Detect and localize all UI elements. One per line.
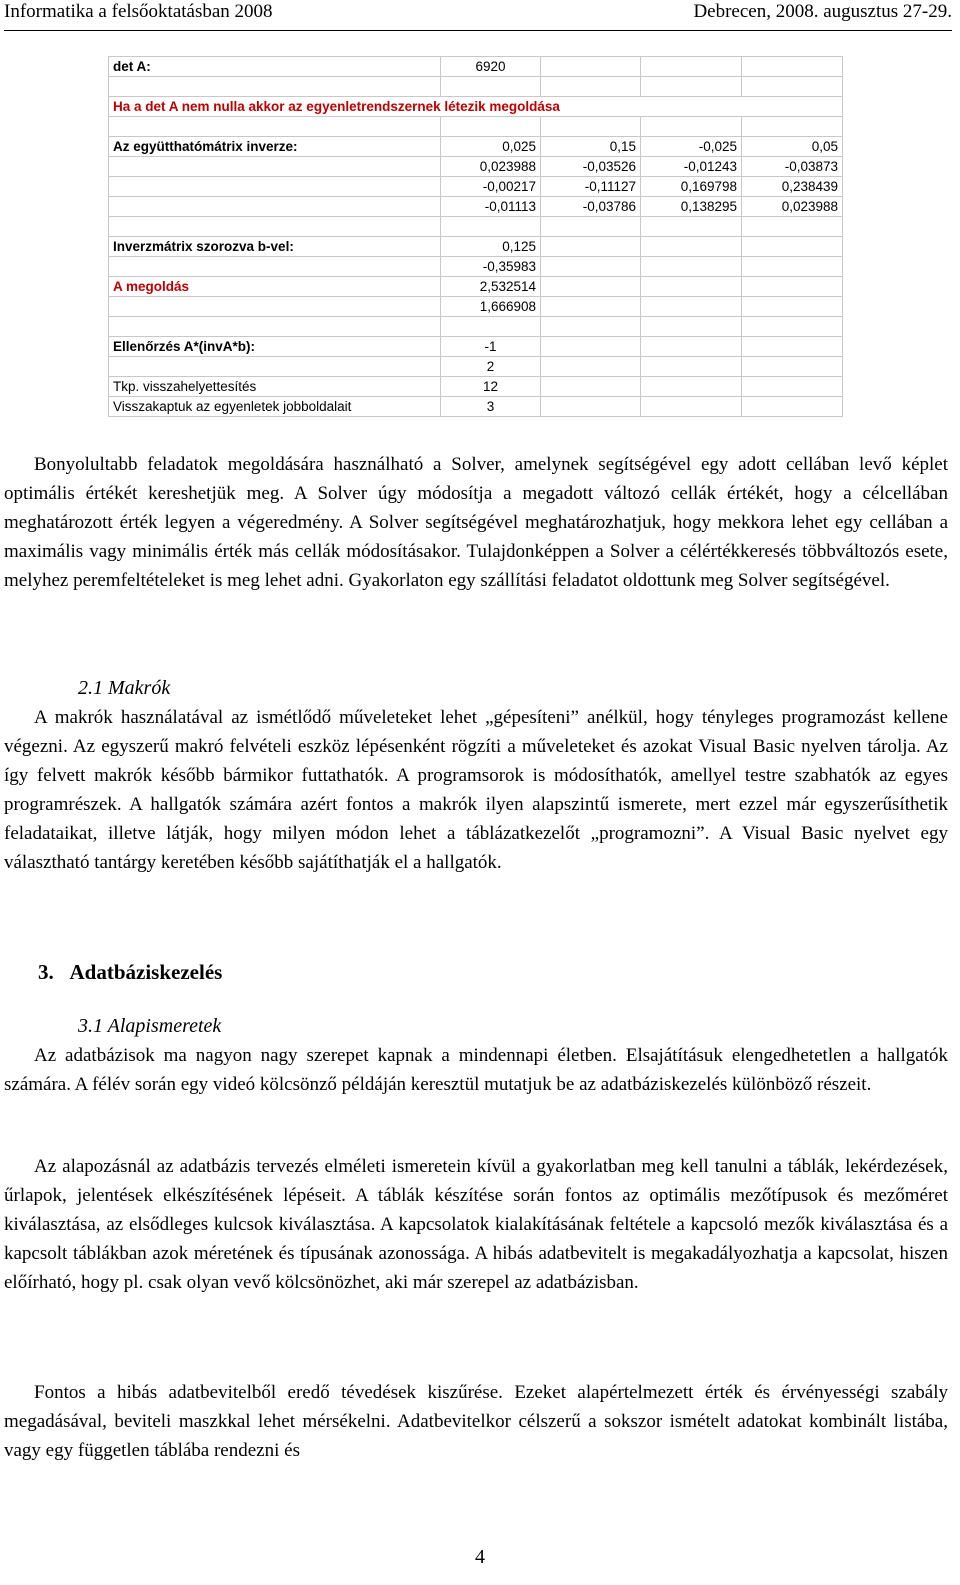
table-row bbox=[109, 277, 843, 297]
inverse-cell: -0,025 bbox=[641, 137, 742, 157]
product-label: Inverzmátrix szorozva b-vel: bbox=[109, 237, 441, 257]
det-note: Ha a det A nem nulla akkor az egyenletrendszernek létezik megoldása bbox=[109, 97, 843, 117]
spreadsheet-table bbox=[108, 56, 843, 417]
inverse-cell: -0,11127 bbox=[541, 177, 641, 197]
section-basics bbox=[4, 1012, 948, 1099]
table-row bbox=[109, 357, 843, 377]
inverse-cell: 0,025 bbox=[441, 137, 541, 157]
inverse-cell: -0,03873 bbox=[742, 157, 843, 177]
section-macros bbox=[4, 674, 948, 877]
inverse-cell: 0,023988 bbox=[742, 197, 843, 217]
section-database bbox=[4, 958, 948, 987]
table-row bbox=[109, 137, 843, 157]
table-row bbox=[109, 257, 843, 277]
inverse-cell: -0,03786 bbox=[541, 197, 641, 217]
table-row bbox=[109, 237, 843, 257]
header-left: Informatika a felsőoktatásban 2008 bbox=[4, 1, 273, 22]
paragraph-makrok: A makrók használatával az ismétlődő műveleteket lehet „gépesíteni” anélkül, hogy tényleges programozást kellene végezni. Az egyszerű makró felvételi eszköz lépésenként rögzíti a műveleteket és azokat Visual Basic nyelven tárolja. Az így felvett makrók később bármikor futtathatók. A programsorok is módosíthatók, amellyel testre szabhatók az egyes programrészek. A hallgatók számára azért fontos a makrók ilyen alapszintű ismerete, mert ezzel már egyszerűsíthetik feladataikat, illetve látják, hogy milyen módon lehet a táblázatkezelőt „programozni”. A Visual Basic nyelvet egy választható tantárgy keretében később sajátíthatják el a hallgatók. bbox=[4, 707, 948, 873]
check-cell: 3 bbox=[441, 397, 541, 417]
inverse-cell: -0,00217 bbox=[441, 177, 541, 197]
heading-adatbazis: 3. Adatbáziskezelés bbox=[38, 960, 223, 984]
inverse-cell: 0,023988 bbox=[441, 157, 541, 177]
heading-alapismeretek: 3.1 Alapismeretek bbox=[78, 1015, 222, 1037]
det-label: det A: bbox=[109, 57, 441, 77]
inverse-cell: -0,01243 bbox=[641, 157, 742, 177]
solution-cell: 0,125 bbox=[441, 237, 541, 257]
table-row bbox=[109, 157, 843, 177]
check-line3: Visszakaptuk az egyenletek jobboldalait bbox=[109, 397, 441, 417]
table-row bbox=[109, 57, 843, 77]
paragraph-alap1: Az adatbázisok ma nagyon nagy szerepet kapnak a mindennapi életben. Elsajátításuk elengedhetetlen a hallgatók számára. A félév során egy videó kölcsönző példáján keresztül mutatjuk be az adatbáziskezelés különböző részeit. bbox=[4, 1045, 948, 1095]
solution-label: A megoldás bbox=[109, 277, 441, 297]
inverse-cell: -0,01113 bbox=[441, 197, 541, 217]
solution-cell: -0,35983 bbox=[441, 257, 541, 277]
page-header bbox=[4, 0, 952, 31]
paragraph-alap3: Fontos a hibás adatbevitelből eredő tévedések kiszűrése. Ezeket alapértelmezett érték és érvényességi szabály megadásával, beviteli maszkkal lehet mérsékelni. Adatbevitelkor célszerű a sokszor ismételt adatokat kombinált listába, vagy egy független táblába rendezni és bbox=[4, 1382, 948, 1461]
header-right: Debrecen, 2008. augusztus 27-29. bbox=[693, 1, 952, 22]
table-row bbox=[109, 297, 843, 317]
page-number: 4 bbox=[475, 1546, 485, 1568]
check-cell: 12 bbox=[441, 377, 541, 397]
det-value: 6920 bbox=[441, 57, 541, 77]
body-text-2 bbox=[4, 1152, 948, 1297]
inverse-cell: 0,05 bbox=[742, 137, 843, 157]
table-row bbox=[109, 177, 843, 197]
inverse-label: Az együtthatómátrix inverze: bbox=[109, 137, 441, 157]
check-label: Ellenőrzés A*(invA*b): bbox=[109, 337, 441, 357]
check-cell: 2 bbox=[441, 357, 541, 377]
check-line2: Tkp. visszahelyettesítés bbox=[109, 377, 441, 397]
inverse-cell: 0,169798 bbox=[641, 177, 742, 197]
table-row bbox=[109, 397, 843, 417]
table-row bbox=[109, 337, 843, 357]
solution-cell: 2,532514 bbox=[441, 277, 541, 297]
check-cell: -1 bbox=[441, 337, 541, 357]
heading-makrok: 2.1 Makrók bbox=[78, 677, 171, 699]
table-row bbox=[109, 97, 843, 117]
inverse-cell: 0,138295 bbox=[641, 197, 742, 217]
paragraph-alap2: Az alapozásnál az adatbázis tervezés elméleti ismeretein kívül a gyakorlatban meg kell tanulni a táblák, lekérdezések, űrlapok, jelentések elkészítésének lépéseit. A táblák készítése során fontos az optimális mezőtípusok és mezőméret kiválasztása, az elsődleges kulcsok kiválasztása. A kapcsolatok kialakításának feltétele a kapcsoló mezők kiválasztása és a kapcsolt táblákban azok méretének és típusának azonossága. A hibás adatbevitelt is megakadályozhatja a kapcsolat, hiszen előírható, hogy pl. csak olyan vevő kölcsönözhet, aki már szerepel az adatbázisban. bbox=[4, 1156, 948, 1293]
solution-cell: 1,666908 bbox=[441, 297, 541, 317]
body-text-3 bbox=[4, 1378, 948, 1465]
inverse-cell: 0,15 bbox=[541, 137, 641, 157]
body-text bbox=[4, 450, 948, 595]
inverse-cell: -0,03526 bbox=[541, 157, 641, 177]
inverse-cell: 0,238439 bbox=[742, 177, 843, 197]
table-row bbox=[109, 197, 843, 217]
paragraph-solver: Bonyolultabb feladatok megoldására használható a Solver, amelynek segítségével egy adott cellában levő képlet optimális értékét kereshetjük meg. A Solver úgy módosítja a megadott változó cellák értékét, hogy a célcellában meghatározott érték legyen a végeredmény. A Solver segítségével meghatározhatjuk, hogy mekkora lehet egy cellában a maximális vagy minimális érték más cellák módosításakor. Tulajdonképpen a Solver a célértékkeresés többváltozós esete, melyhez peremfeltételeket is meg lehet adni. Gyakorlaton egy szállítási feladatot oldottunk meg Solver segítségével. bbox=[4, 454, 948, 591]
table-row bbox=[109, 377, 843, 397]
